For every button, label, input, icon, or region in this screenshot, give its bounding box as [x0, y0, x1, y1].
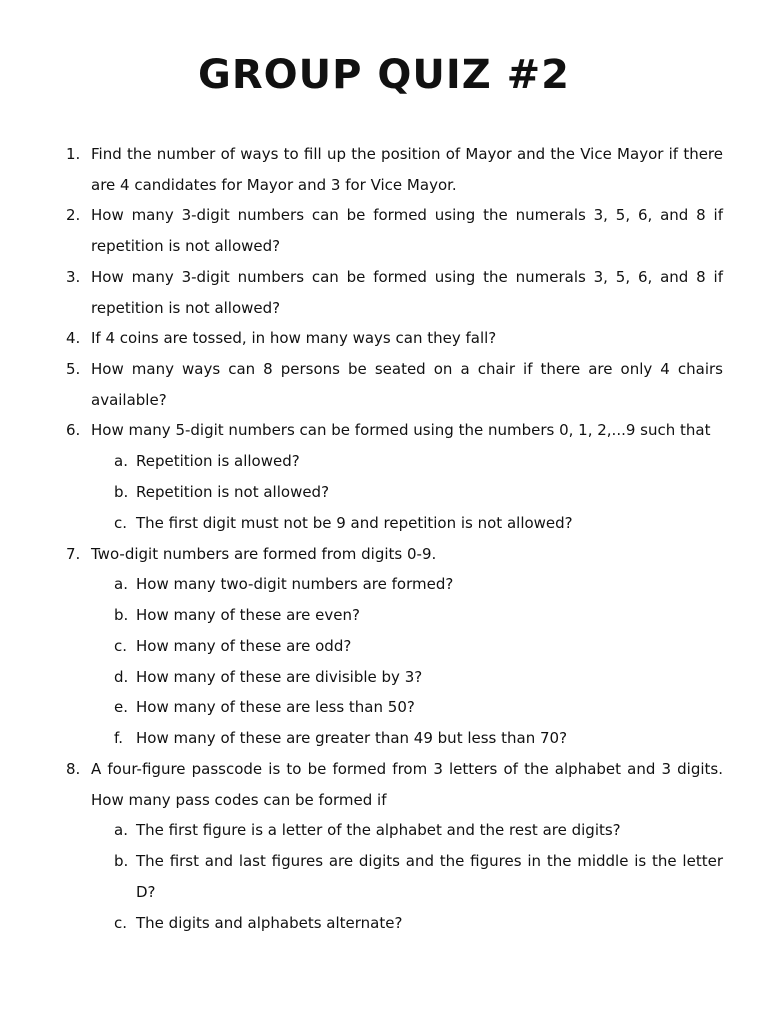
question-text: Find the number of ways to fill up the position of Mayor and the Vice Mayor if there are 4 candidates for Mayor and 3 for Vice Mayor.	[91, 145, 723, 194]
question-text: How many 3-digit numbers can be formed using the numerals 3, 5, 6, and 8 if repetition is not allowed?	[91, 268, 723, 317]
question-text: If 4 coins are tossed, in how many ways can they fall?	[91, 329, 497, 347]
subquestion-letter: a.	[114, 575, 128, 593]
subquestion-letter: c.	[114, 914, 128, 932]
subquestion-text: How many of these are greater than 49 but less than 70?	[136, 729, 568, 747]
question-number: 1.	[66, 145, 81, 163]
question-text: How many 5-digit numbers can be formed using the numbers 0, 1, 2,...9 such that	[91, 421, 711, 439]
question-text: Two-digit numbers are formed from digits 0-9.	[91, 545, 437, 563]
subquestion-letter: a.	[114, 452, 128, 470]
subquestion-text: The digits and alphabets alternate?	[136, 914, 403, 932]
subquestion-text: How many of these are odd?	[136, 637, 352, 655]
question-number: 8.	[66, 760, 81, 778]
subquestion-letter: d.	[114, 668, 129, 686]
question-text: A four-figure passcode is to be formed from 3 letters of the alphabet and 3 digits. How many pass codes can be formed if	[91, 760, 723, 809]
page-title: GROUP QUIZ #2	[197, 52, 570, 98]
subquestion-text: How many two-digit numbers are formed?	[136, 575, 454, 593]
subquestion-text: How many of these are less than 50?	[136, 698, 415, 716]
question-number: 7.	[66, 545, 81, 563]
question-number: 4.	[66, 329, 81, 347]
subquestion-letter: f.	[114, 729, 123, 747]
subquestion-letter: b.	[114, 483, 129, 501]
subquestion-letter: a.	[114, 821, 128, 839]
subquestion-letter: e.	[114, 698, 128, 716]
subquestion-text: The first figure is a letter of the alphabet and the rest are digits?	[136, 821, 621, 839]
subquestion-text: How many of these are divisible by 3?	[136, 668, 423, 686]
subquestion-text: The first digit must not be 9 and repetition is not allowed?	[136, 514, 573, 532]
subquestion-letter: b.	[114, 606, 129, 624]
subquestion-letter: c.	[114, 514, 128, 532]
question-text: How many 3-digit numbers can be formed using the numerals 3, 5, 6, and 8 if repetition is not allowed?	[91, 206, 723, 255]
question-number: 3.	[66, 268, 81, 286]
subquestion-letter: c.	[114, 637, 128, 655]
subquestion-text: Repetition is not allowed?	[136, 483, 330, 501]
subquestion-text: How many of these are even?	[136, 606, 360, 624]
subquestion-letter: b.	[114, 852, 129, 870]
question-number: 5.	[66, 360, 81, 378]
subquestion-text: The first and last figures are digits and the figures in the middle is the letter D?	[136, 852, 723, 901]
question-text: How many ways can 8 persons be seated on a chair if there are only 4 chairs available?	[91, 360, 723, 409]
subquestion-text: Repetition is allowed?	[136, 452, 300, 470]
question-number: 6.	[66, 421, 81, 439]
question-number: 2.	[66, 206, 81, 224]
